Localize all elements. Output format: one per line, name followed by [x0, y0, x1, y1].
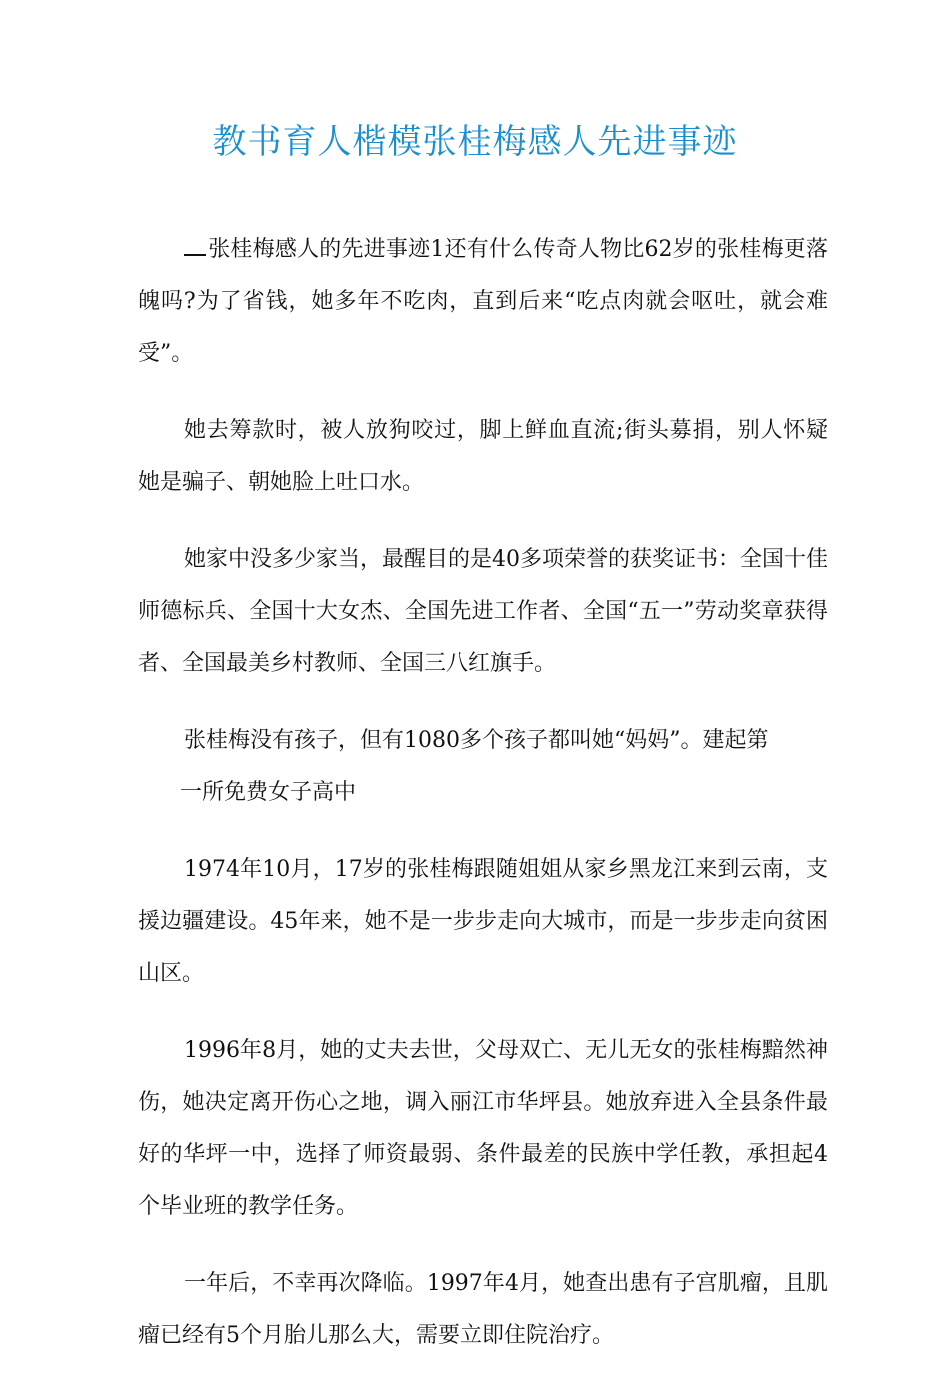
paragraph-1-text: 张桂梅感人的先进事迹1还有什么传奇人物比62岁的张桂梅更落魄吗?为了省钱，她多年不吃肉，直到后来“吃点肉就会呕吐，就会难受”。	[138, 237, 828, 366]
paragraph-7: 1996年8月，她的丈夫去世，父母双亡、无儿无女的张桂梅黯然神伤，她决定离开伤心之地，调入丽江市华坪县。她放弃进入全县条件最好的华坪一中，选择了师资最弱、条件最差的民族中学任教，承担起4个毕业班的教学任务。	[138, 1038, 828, 1219]
blank-underline	[184, 238, 206, 256]
paragraph-6: 1974年10月，17岁的张桂梅跟随姐姐从家乡黑龙江来到云南，支援边疆建设。45年来，她不是一步步走向大城市，而是一步步走向贫困山区。	[138, 857, 828, 986]
document-body	[138, 224, 828, 1387]
paragraph-8: 一年后，不幸再次降临。1997年4月，她查出患有子宫肌瘤，且肌瘤已经有5个月胎儿那么大，需要立即住院治疗。	[138, 1271, 828, 1348]
paragraph-1	[138, 224, 828, 380]
document-title: 教书育人楷模张桂梅感人先进事迹	[212, 122, 738, 162]
paragraph-5: 一所免费女子高中	[180, 780, 357, 805]
paragraph-3: 她家中没多少家当，最醒目的是40多项荣誉的获奖证书：全国十佳师德标兵、全国十大女杰、全国先进工作者、全国“五一”劳动奖章获得者、全国最美乡村教师、全国三八红旗手。	[138, 547, 828, 676]
paragraph-2: 她去筹款时，被人放狗咬过，脚上鲜血直流;街头募捐，别人怀疑她是骗子、朝她脸上吐口水。	[138, 418, 828, 495]
paragraph-4: 张桂梅没有孩子，但有1080多个孩子都叫她“妈妈”。建起第	[184, 728, 769, 753]
